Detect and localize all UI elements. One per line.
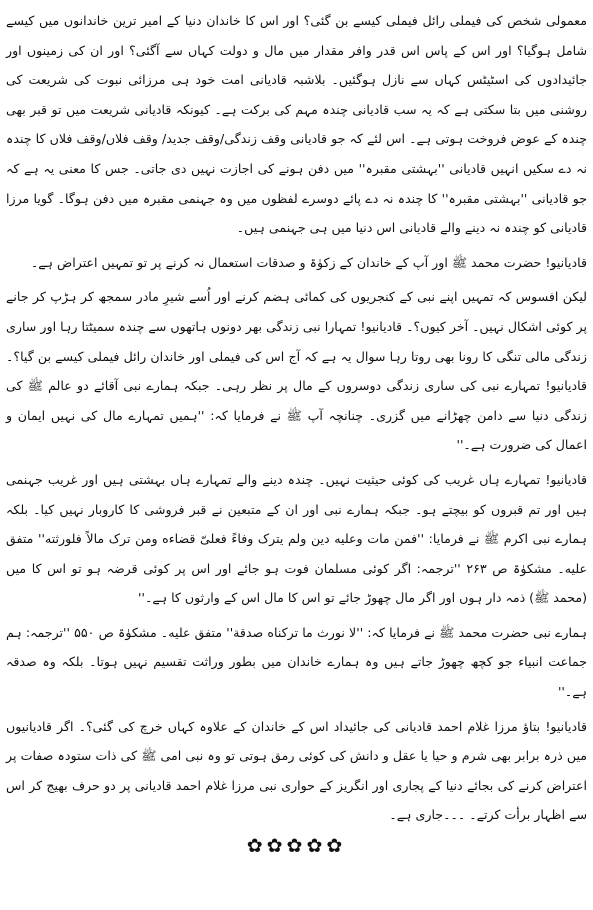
paragraph-1: معمولی شخص کی فیملی رائل فیملی کیسے بن گئی؟ اور اس کا خاندان دنیا کے امیر ترین خاندانوں میں کیسے شامل ہوگیا؟ اور اس کے پاس اس قدر وافر مقدار میں مال و دولت کہاں سے آگئی؟ اور ان کی زمینوں اور جائیدادوں کی اسٹیٹس کہاں سے نازل ہوگئیں۔ بلاشبہ قادیانی امت خود ہی مرزائی نبوت کی شریعت کی روشنی میں بتا سکتی ہے کہ یہ سب قادیانی چندہ مہم کی برکت ہے۔ کیونکہ قادیانی شریعت میں تو قبر بھی چندہ کے عوض فروخت ہوتی ہے۔ اس لئے کہ جو قادیانی وقف زندگی/وقف جدید/ وقف فلاں/وقف فلاں کا چندہ نہ دے سکیں انہیں قادیانی ''بہشتی مقبرہ'' میں دفن ہونے کی اجازت نہیں دی جاتی۔ جس کا معنی یہ ہے کہ جو قادیانی ''بہشتی مقبرہ'' کا چندہ نہ دے پائے دوسرے لفظوں میں وہ جہنمی مقبرہ میں دفن ہوگا۔ گویا مرزا قادیانی کو چندہ نہ دینے والے قادیانی اس دنیا میں ہی جہنمی ہیں۔: [6, 13, 587, 236]
paragraph-3: لیکن افسوس کہ تمہیں اپنے نبی کے کنجریوں کی کمائی ہضم کرنے اور اُسے شیرِ مادر سمجھ کر ہڑپ کر جانے پر کوئی اشکال نہیں۔ آخر کیوں؟۔ قادیانیو! تمہارا نبی زندگی بھر دونوں ہاتھوں سے چندہ سمیٹتا رہا اور ساری زندگی مالی تنگی کا رونا بھی روتا رہا سوال یہ ہے کہ آج اس کی فیملی اور خاندان رائل فیملی کیسے بن گیا؟۔ قادیانیو! تمہارے نبی کی ساری زندگی دوسروں کے مال پر نظر رہی۔ جبکہ ہمارے نبی آقائے دو عالم ﷺ کی زندگی دنیا سے دامن چھڑانے میں گزری۔ چنانچہ آپ ﷺ نے فرمایا کہ: ''ہمیں تمہارے مال کی نہیں ایمان و اعمال کی ضرورت ہے۔'': [6, 289, 587, 453]
end-ornament: ✿✿✿✿✿: [246, 835, 347, 858]
paragraph-5: ہمارے نبی حضرت محمد ﷺ نے فرمایا کہ: ''لا نورث ما ترکناه صدقة'' متفق علیه۔ مشکوٰۃ ص ۵۵۰ ''ترجمہ: ہم جماعت انبیاء جو کچھ چھوڑ جاتے ہیں وہ ہمارے خاندان میں بطور وراثت تقسیم نہیں ہوتا۔ بلکہ وہ صدقہ ہے۔'': [6, 624, 587, 700]
paragraph-4: قادیانیو! تمہارے ہاں غریب کی کوئی حیثیت نہیں۔ چندہ دینے والے تمہارے ہاں بہشتی ہیں اور غریب جہنمی ہیں اور تم قبروں کو بیچتے ہو۔ جبکہ ہمارے نبی اور ان کے متبعین نے قبر فروشی کا کاروبار نہیں کیا۔ بلکہ ہمارے نبی اکرم ﷺ نے فرمایا: ''فمن مات وعلیه دین ولم یترک وفاءً فعلیّ قضاءه ومن ترک مالاً فلورثته'' متفق علیه۔ مشکوٰۃ ص ۲۶۳ ''ترجمہ: اگر کوئی مسلمان فوت ہو جائے اور اس پر کوئی قرضہ ہو تو اس کا میں (محمد ﷺ) ذمہ دار ہوں اور اگر مال چھوڑ جائے تو اس کا مال اس کے وارثوں کا ہے۔'': [6, 471, 588, 606]
paragraph-6: قادیانیو! بتاؤ مرزا غلام احمد قادیانی کی جائیداد اس کے خاندان کے علاوہ کہاں خرچ کی گئی؟۔ اگر قادیانیوں میں ذرہ برابر بھی شرم و حیا یا عقل و دانش کی کوئی رمق ہوتی تو وہ نبی امی ﷺ کی ذات ستودہ صفات پر اعتراض کرنے کی بجائے دنیا کے پجاری اور انگریز کے حواری نبی مرزا غلام احمد قادیانی پر دو حرف بھیج کر اس سے اظہار برأت کرتے۔ ۔۔۔جاری ہے۔: [6, 718, 587, 823]
paragraph-2: قادیانیو! حضرت محمد ﷺ اور آپ کے خاندان کے زکوٰۃ و صدقات استعمال نہ کرنے پر تو تمہیں اعتراض ہے۔: [30, 254, 587, 270]
